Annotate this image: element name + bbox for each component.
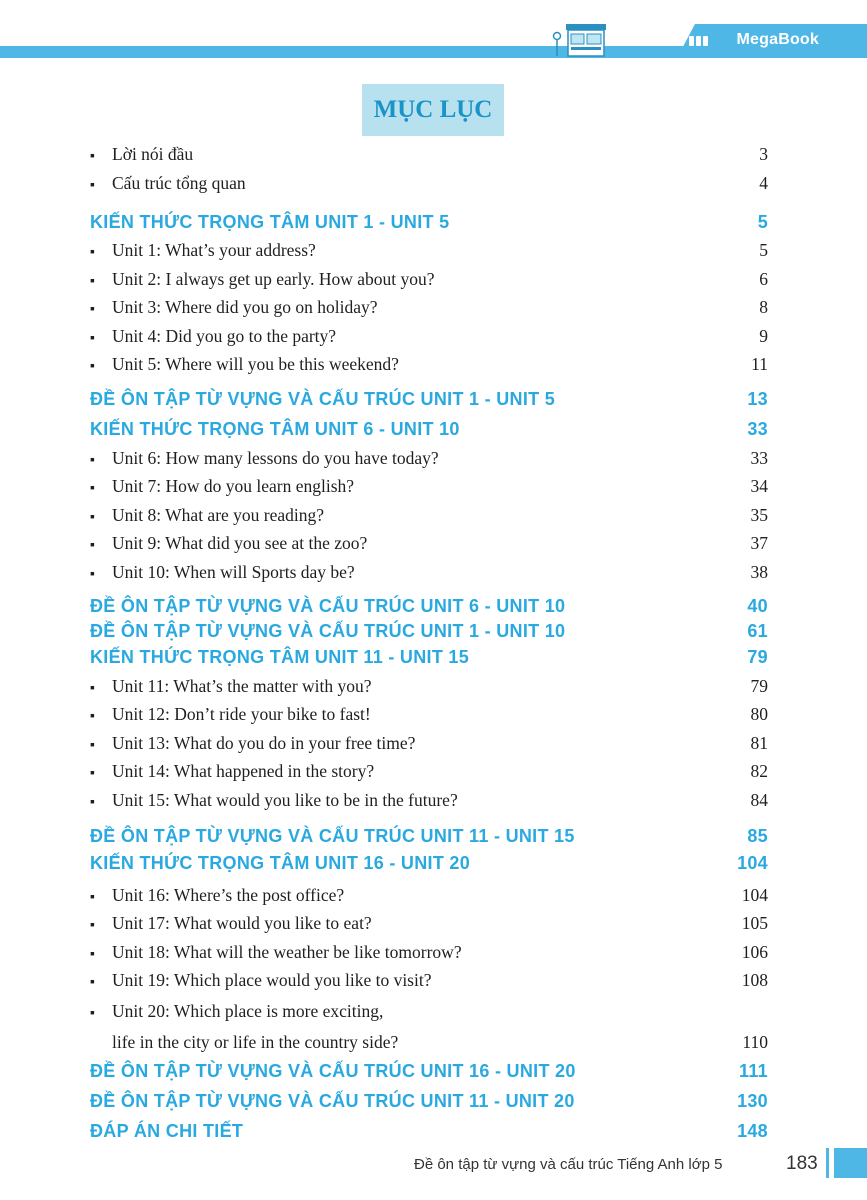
- toc-section[interactable]: ĐỀ ÔN TẬP TỪ VỰNG VÀ CẤU TRÚC UNIT 1 - UNIT 10 61: [90, 621, 768, 641]
- toc-unit[interactable]: ▪ Unit 12: Don’t ride your bike to fast! 80: [90, 704, 768, 725]
- toc-unit[interactable]: ▪ Unit 16: Where’s the post office? 104: [90, 885, 768, 906]
- toc-section[interactable]: ĐỀ ÔN TẬP TỪ VỰNG VÀ CẤU TRÚC UNIT 11 - UNIT 15 85: [90, 826, 768, 846]
- toc-section[interactable]: ĐỀ ÔN TẬP TỪ VỰNG VÀ CẤU TRÚC UNIT 16 - UNIT 20 111: [90, 1061, 768, 1081]
- toc-section[interactable]: ĐỀ ÔN TẬP TỪ VỰNG VÀ CẤU TRÚC UNIT 1 - UNIT 5 13: [90, 389, 768, 409]
- toc-unit[interactable]: ▪ Unit 9: What did you see at the zoo? 37: [90, 533, 768, 554]
- toc-unit[interactable]: ▪ Unit 6: How many lessons do you have today? 33: [90, 448, 768, 469]
- toc-unit[interactable]: ▪ Unit 18: What will the weather be like tomorrow? 106: [90, 942, 768, 963]
- toc-unit[interactable]: ▪ Unit 7: How do you learn english? 34: [90, 476, 768, 497]
- toc-unit[interactable]: ▪ Unit 4: Did you go to the party? 9: [90, 326, 768, 347]
- toc-unit[interactable]: ▪ Unit 15: What would you like to be in the future? 84: [90, 790, 768, 811]
- footer-book-title: Đề ôn tập từ vựng và cấu trúc Tiếng Anh lớp 5: [414, 1156, 723, 1173]
- toc-unit[interactable]: ▪ Unit 10: When will Sports day be? 38: [90, 562, 768, 583]
- toc-unit[interactable]: ▪ Unit 3: Where did you go on holiday? 8: [90, 297, 768, 318]
- toc-item-intro[interactable]: ▪ Lời nói đầu 3: [90, 144, 768, 165]
- toc-unit[interactable]: ▪ Unit 1: What’s your address? 5: [90, 240, 768, 261]
- toc-section[interactable]: ĐỀ ÔN TẬP TỪ VỰNG VÀ CẤU TRÚC UNIT 6 - UNIT 10 40: [90, 596, 768, 616]
- toc-section[interactable]: KIẾN THỨC TRỌNG TÂM UNIT 11 - UNIT 15 79: [90, 647, 768, 667]
- toc-unit[interactable]: ▪ Unit 13: What do you do in your free time? 81: [90, 733, 768, 754]
- toc-unit[interactable]: ▪ Unit 14: What happened in the story? 82: [90, 761, 768, 782]
- toc-unit[interactable]: ▪ Unit 5: Where will you be this weekend? 11: [90, 354, 768, 375]
- toc-section[interactable]: ĐỀ ÔN TẬP TỪ VỰNG VÀ CẤU TRÚC UNIT 11 - UNIT 20 130: [90, 1091, 768, 1111]
- brand-name: MegaBook: [736, 31, 819, 48]
- toc-section[interactable]: KIẾN THỨC TRỌNG TÂM UNIT 16 - UNIT 20 104: [90, 853, 768, 873]
- toc-section[interactable]: KIẾN THỨC TRỌNG TÂM UNIT 6 - UNIT 10 33: [90, 419, 768, 439]
- title-box: [362, 84, 504, 136]
- toc-unit[interactable]: ▪ Unit 11: What’s the matter with you? 79: [90, 676, 768, 697]
- toc-section[interactable]: ĐÁP ÁN CHI TIẾT 148: [90, 1121, 768, 1141]
- footer-accent-block: [834, 1148, 867, 1178]
- toc-unit[interactable]: ▪ Unit 19: Which place would you like to visit? 108: [90, 970, 768, 991]
- footer-divider: [826, 1148, 829, 1178]
- toc-unit[interactable]: ▪ Unit 20: Which place is more exciting, life in the city or life in the country side? 110: [90, 997, 768, 1056]
- page-title: MỤC LỤC: [373, 96, 493, 123]
- toc-unit[interactable]: ▪ Unit 2: I always get up early. How about you? 6: [90, 269, 768, 290]
- megabook-logo-icon: [689, 35, 711, 47]
- toc-unit[interactable]: ▪ Unit 8: What are you reading? 35: [90, 505, 768, 526]
- toc-unit[interactable]: ▪ Unit 17: What would you like to eat? 105: [90, 913, 768, 934]
- bus-stop-icon: [552, 22, 612, 58]
- toc-item-overview[interactable]: ▪ Cấu trúc tổng quan 4: [90, 173, 768, 194]
- toc-section[interactable]: KIẾN THỨC TRỌNG TÂM UNIT 1 - UNIT 5 5: [90, 212, 768, 232]
- footer-page-number: 183: [786, 1153, 818, 1174]
